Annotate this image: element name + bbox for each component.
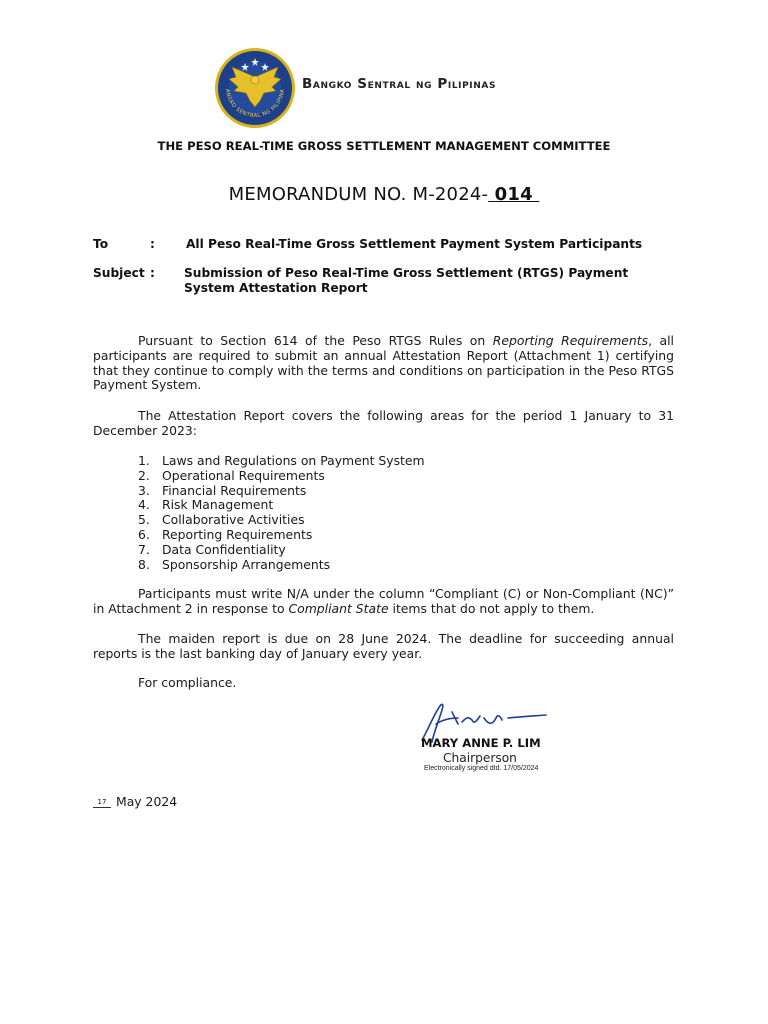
list-item: 3. Financial Requirements bbox=[138, 482, 307, 498]
list-item: 8. Sponsorship Arrangements bbox=[138, 556, 331, 572]
svg-text:BANGKO SENTRAL NG PILIPINAS: ANGKO SENTRAL NG PILIPINA bbox=[223, 88, 287, 120]
to-colon: : bbox=[150, 237, 155, 251]
list-item: 2. Operational Requirements bbox=[138, 467, 325, 483]
committee-title: THE PESO REAL-TIME GROSS SETTLEMENT MANAGEMENT COMMITTEE bbox=[157, 139, 611, 153]
emphasis-compliant-state: Compliant State bbox=[288, 600, 389, 616]
bank-name: Bangko Sentral ng Pilipinas bbox=[302, 76, 497, 92]
date-day: 17 bbox=[93, 798, 111, 808]
subject-colon: : bbox=[150, 266, 155, 280]
subject-line-2: System Attestation Report bbox=[184, 281, 368, 295]
list-item: 6. Reporting Requirements bbox=[138, 526, 313, 542]
eagle-seal-icon bbox=[214, 47, 296, 129]
memo-prefix: MEMORANDUM NO. M-2024- bbox=[228, 184, 489, 205]
paragraph-3: Participants must write N/A under the column “Compliant (C) or Non-Compliant (NC)” in Attachment 2 in response to Compliant State items that do not apply to them. bbox=[93, 586, 674, 616]
to-value: All Peso Real-Time Gross Settlement Payment System Participants bbox=[186, 237, 643, 251]
subject-label: Subject bbox=[93, 266, 145, 280]
subject-line-1: Submission of Peso Real-Time Gross Settlement (RTGS) Payment bbox=[184, 266, 629, 280]
list-item: 4. Risk Management bbox=[138, 497, 274, 513]
emphasis-reporting-requirements: Reporting Requirements bbox=[492, 333, 649, 348]
paragraph-1: Pursuant to Section 614 of the Peso RTGS Rules on Reporting Requirements, all participants are required to submit an annual Attestation Report (Attachment 1) certifying that they continue to comply with the terms and conditions on participation in the Peso RTGS Payment System. bbox=[93, 333, 675, 393]
memo-number-value: 014 bbox=[488, 184, 540, 205]
paragraph-4: The maiden report is due on 28 June 2024. The deadline for succeeding annual reports is the last banking day of January every year. bbox=[93, 631, 674, 661]
list-item: 7. Data Confidentiality bbox=[138, 541, 286, 557]
memorandum-number bbox=[0, 184, 768, 205]
attestation-areas-list bbox=[138, 454, 425, 572]
to-label: To bbox=[93, 237, 109, 251]
signatory-title: Chairperson bbox=[443, 751, 517, 765]
list-item: 1. Laws and Regulations on Payment System bbox=[138, 453, 425, 468]
e-signature-note: Electronically signed dtd. 17/05/2024 bbox=[424, 765, 539, 772]
signatory-name: MARY ANNE P. LIM bbox=[421, 736, 541, 750]
paragraph-5: For compliance. bbox=[138, 675, 237, 690]
bsp-seal-logo bbox=[214, 47, 296, 129]
paragraph-2: The Attestation Report covers the following areas for the period 1 January to 31 December 2023: bbox=[93, 408, 674, 438]
list-item: 5. Collaborative Activities bbox=[138, 512, 305, 528]
date-month-year: May 2024 bbox=[116, 794, 178, 809]
